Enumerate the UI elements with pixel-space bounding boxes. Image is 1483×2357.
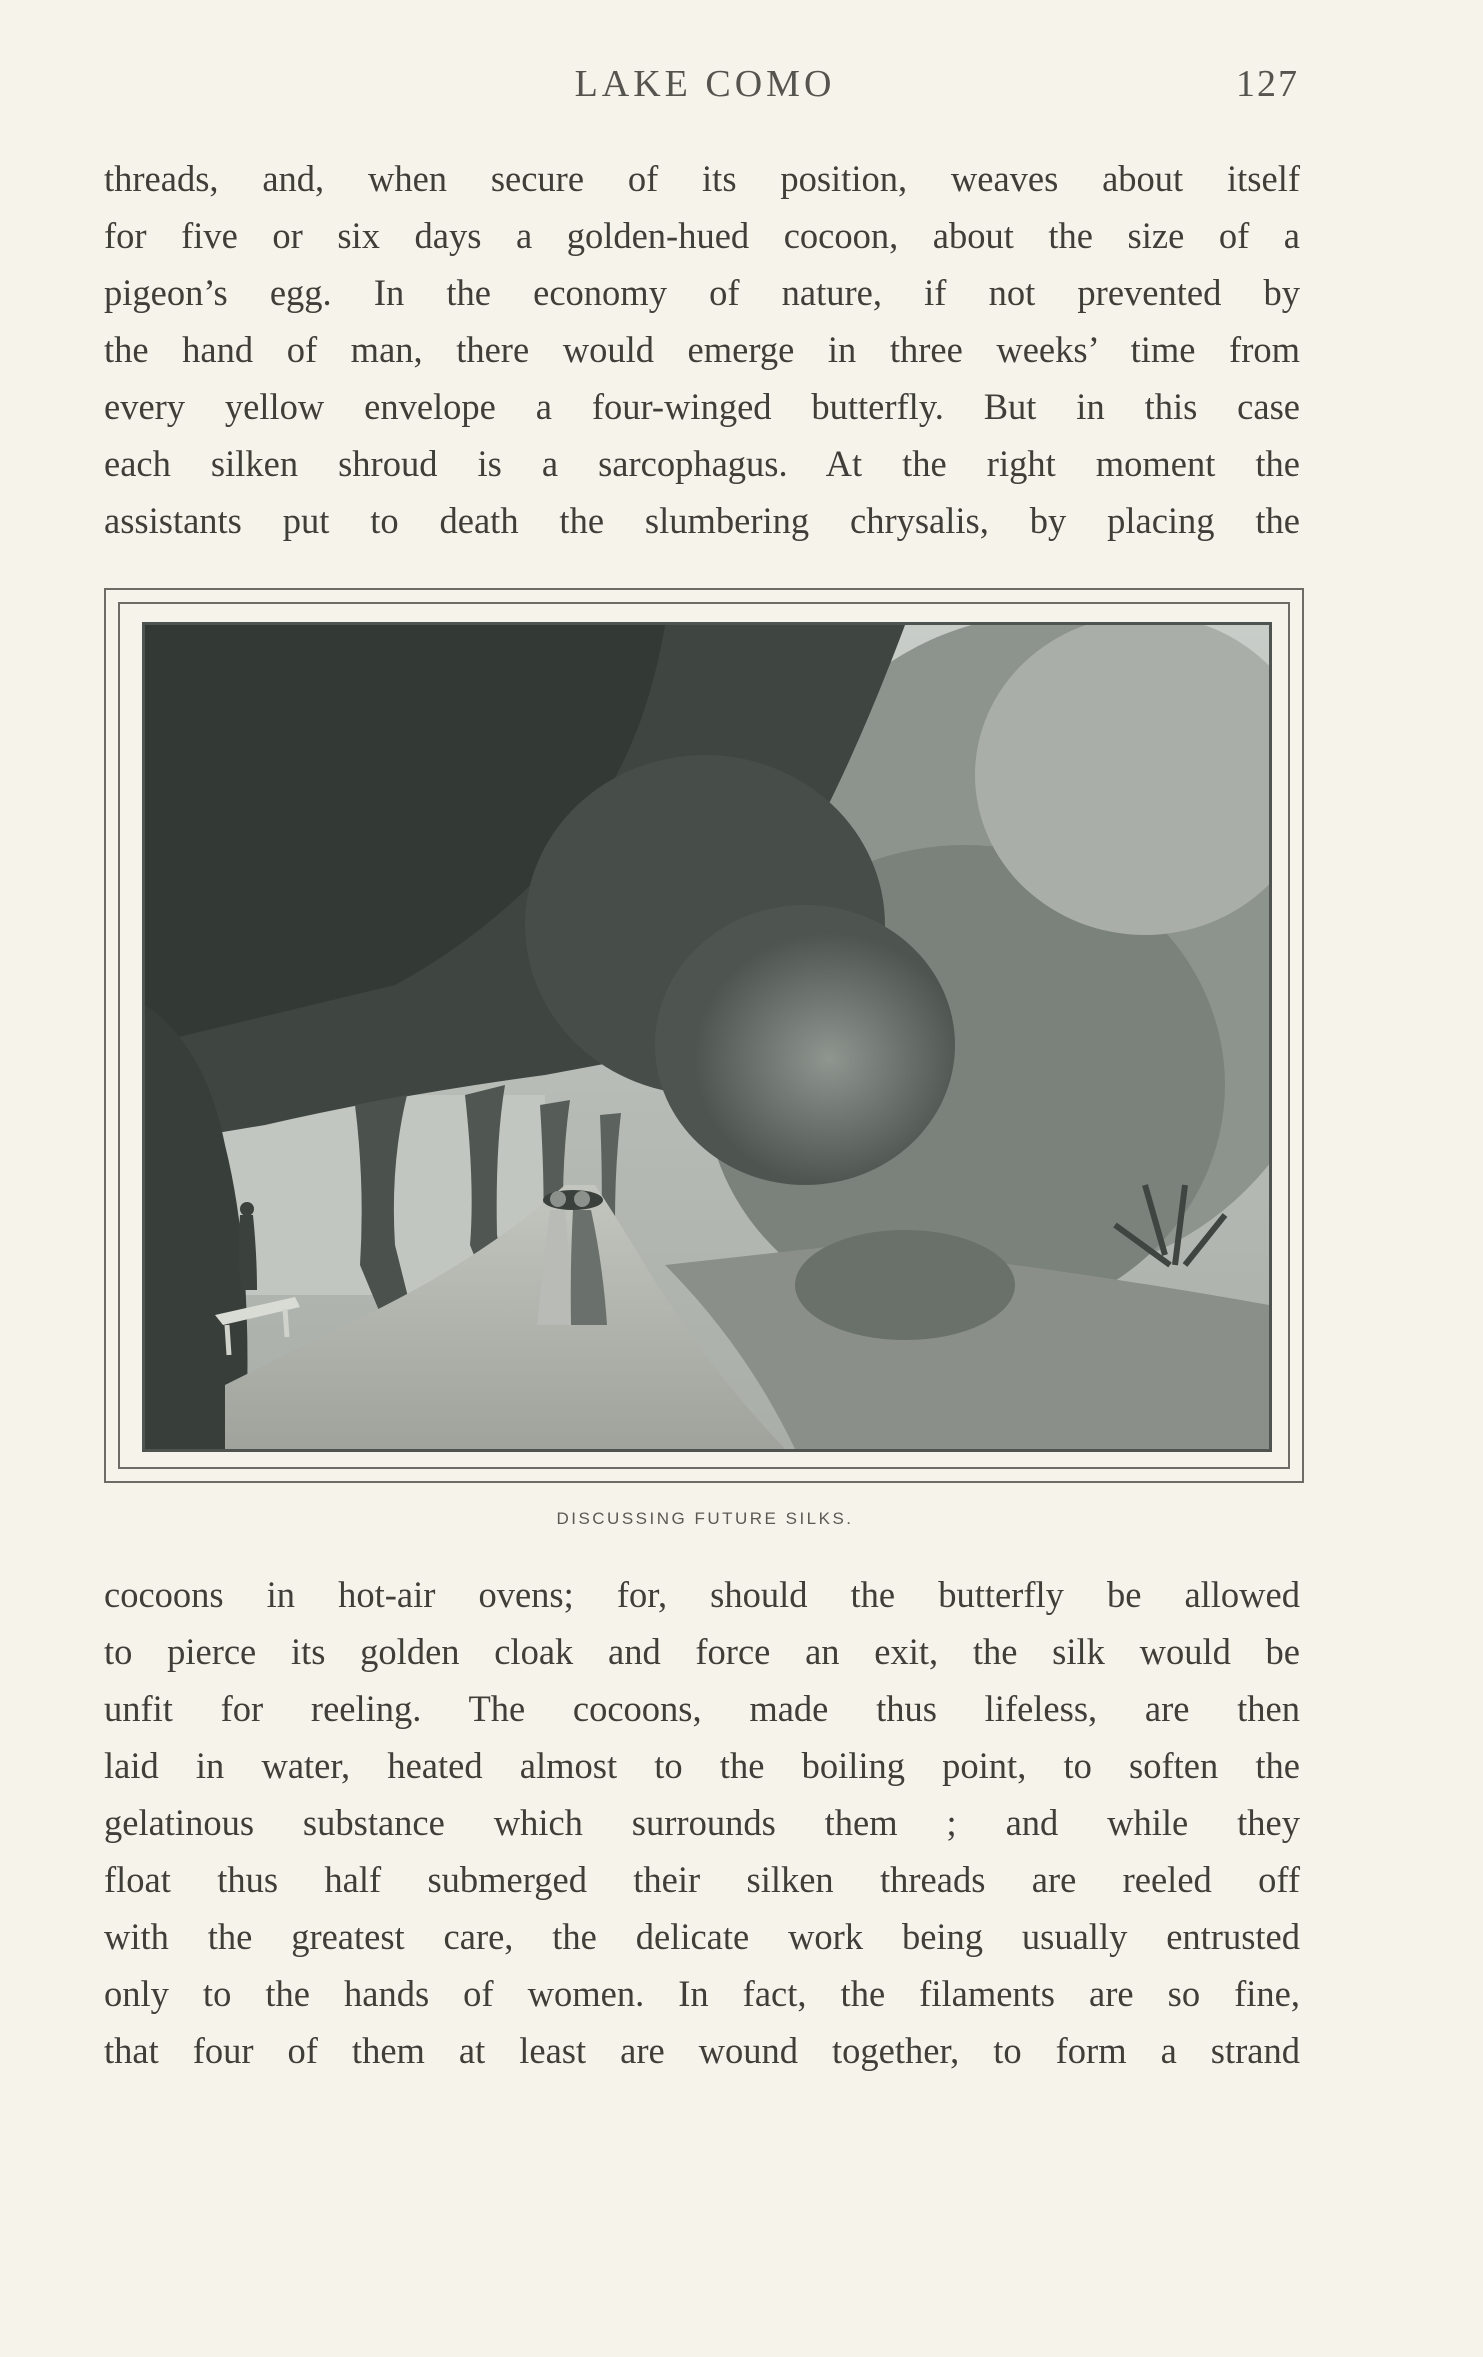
text-line: pigeon’s egg. In the economy of nature, if not prevented by (104, 272, 1300, 313)
text-line: gelatinous substance which surrounds them ; and while they (104, 1802, 1300, 1843)
text-line: laid in water, heated almost to the boiling point, to soften the (104, 1745, 1300, 1786)
body-text-bottom (104, 1566, 1300, 2079)
text-line: assistants put to death the slumbering chrysalis, by placing the (104, 500, 1300, 541)
text-line: threads, and, when secure of its position, weaves about itself (104, 158, 1300, 199)
running-title: LAKE COMO (574, 63, 836, 105)
text-line: each silken shroud is a sarcophagus. At the right moment the (104, 443, 1300, 484)
text-line: that four of them at least are wound together, to form a strand (104, 2030, 1300, 2071)
text-line: to pierce its golden cloak and force an exit, the silk would be (104, 1631, 1300, 1672)
text-line: for five or six days a golden-hued cocoon, about the size of a (104, 215, 1300, 256)
photograph-tree-lined-promenade (142, 622, 1272, 1452)
text-line: unfit for reeling. The cocoons, made thus lifeless, are then (104, 1688, 1300, 1729)
photo-plate-frame (104, 588, 1304, 1483)
text-line: float thus half submerged their silken threads are reeled off (104, 1859, 1300, 1900)
text-line: the hand of man, there would emerge in three weeks’ time from (104, 329, 1300, 370)
photo-caption: DISCUSSING FUTURE SILKS. (556, 1509, 854, 1528)
running-head (0, 62, 1483, 112)
page-number: 127 (1236, 63, 1299, 105)
text-line: with the greatest care, the delicate work being usually entrusted (104, 1916, 1300, 1957)
text-line: cocoons in hot-air ovens; for, should the butterfly be allowed (104, 1574, 1300, 1615)
text-line: only to the hands of women. In fact, the filaments are so fine, (104, 1973, 1300, 2014)
body-text-top (104, 150, 1300, 549)
text-line: every yellow envelope a four-winged butterfly. But in this case (104, 386, 1300, 427)
photo-illustration (145, 625, 1269, 1449)
